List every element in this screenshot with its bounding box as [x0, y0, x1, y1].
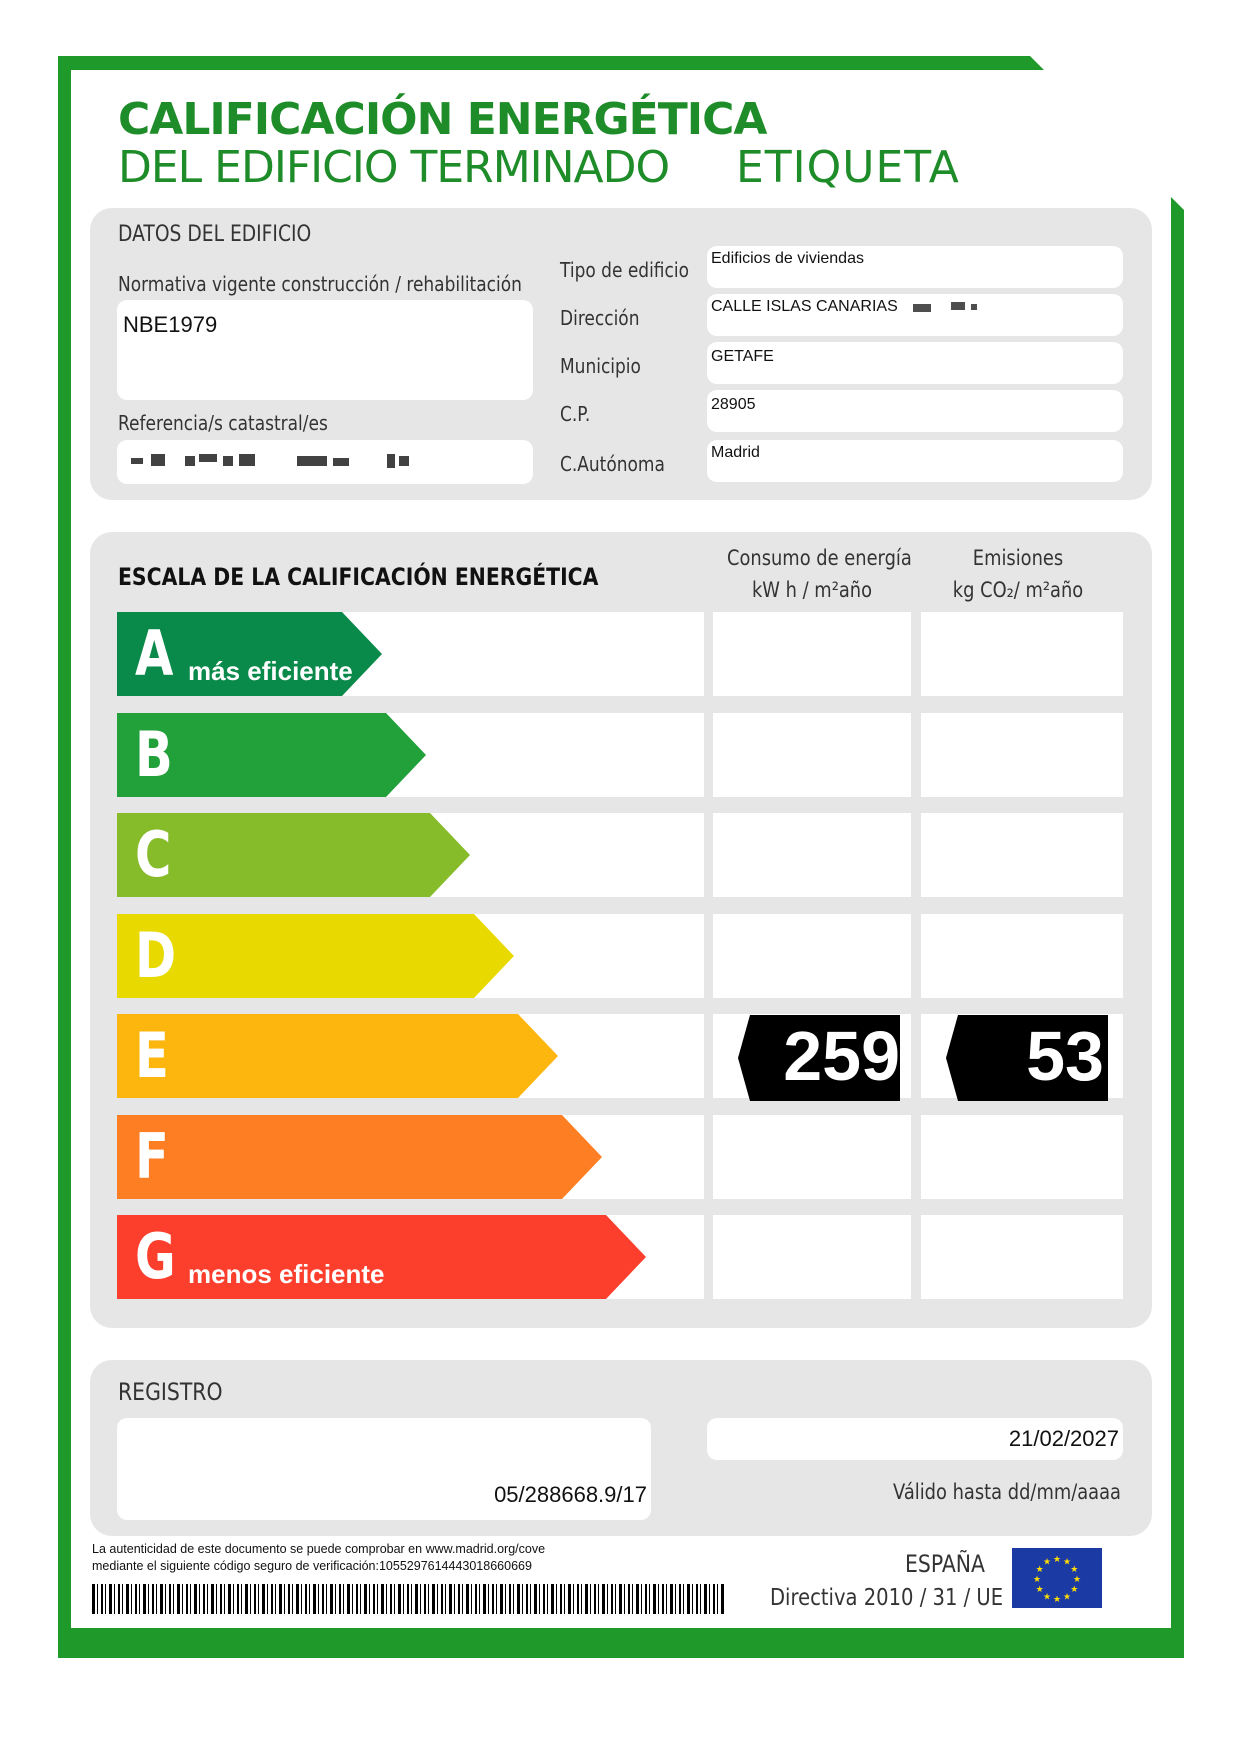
redacted-reference: [127, 448, 427, 478]
barcode: [92, 1584, 726, 1614]
rating-sub-g: menos eficiente: [188, 1259, 385, 1289]
verification-line1: La autenticidad de este documento se puede comprobar en www.madrid.org/cove: [92, 1542, 546, 1556]
tipo-field: [707, 246, 1123, 288]
rating-letter-c: C: [135, 818, 172, 891]
directiva-label: Directiva 2010 / 31 / UE: [770, 1585, 1004, 1611]
redacted-address: [911, 298, 1001, 318]
municipio-label: Municipio: [560, 354, 641, 378]
datos-title: DATOS DEL EDIFICIO: [118, 222, 312, 247]
rating-letter-a: A: [135, 617, 174, 690]
registro-numero: 05/288668.9/17: [494, 1482, 647, 1507]
municipio-value: GETAFE: [711, 348, 774, 365]
valido-hasta-label: Válido hasta dd/mm/aaaa: [893, 1480, 1121, 1504]
ccaa-field: [707, 440, 1123, 482]
consumo-header-2: kW h / m²año: [751, 578, 873, 602]
consumo-cell: [713, 813, 911, 897]
emisiones-cell: [921, 1115, 1123, 1199]
svg-text:★: ★: [1035, 1585, 1044, 1595]
svg-text:★: ★: [1032, 1575, 1042, 1585]
consumo-cell: [713, 914, 911, 998]
municipio-field: [707, 342, 1123, 384]
rating-letter-g: G: [135, 1220, 176, 1293]
cp-label: C.P.: [560, 402, 591, 426]
rating-arrow-f: [117, 1115, 602, 1199]
emisiones-header-1: Emisiones: [972, 546, 1064, 570]
verification-line2: mediante el siguiente código seguro de verificación:1055297614443018660669: [92, 1559, 532, 1573]
consumo-value: 259: [783, 1017, 900, 1095]
cp-field: [707, 390, 1123, 432]
svg-text:★: ★: [1070, 1585, 1079, 1595]
registro-fecha-field: [707, 1418, 1123, 1460]
consumo-header-1: Consumo de energía: [727, 546, 912, 570]
consumo-cell: [713, 713, 911, 797]
country-label: ESPAÑA: [905, 1550, 986, 1578]
referencia-label: Referencia/s catastral/es: [118, 411, 328, 435]
emisiones-cell: [921, 713, 1123, 797]
direccion-value: CALLE ISLAS CANARIAS: [711, 298, 898, 315]
registro-title: REGISTRO: [118, 1378, 223, 1406]
cp-value: 28905: [711, 396, 756, 413]
rating-letter-e: E: [135, 1019, 169, 1092]
normativa-value: NBE1979: [123, 312, 218, 337]
title-line1: CALIFICACIÓN ENERGÉTICA: [118, 94, 767, 145]
emisiones-cell: [921, 914, 1123, 998]
registro-numero-field: [117, 1418, 651, 1520]
emisiones-cell: [921, 813, 1123, 897]
ccaa-label: C.Autónoma: [560, 452, 665, 476]
etiqueta-label: ETIQUETA: [736, 142, 960, 193]
referencia-field: [117, 440, 533, 484]
normativa-label: Normativa vigente construcción / rehabilitación: [118, 272, 522, 296]
rating-sub-a: más eficiente: [188, 656, 353, 686]
rating-arrow-d: [117, 914, 514, 998]
corner-green-fold: [1030, 56, 1184, 210]
direccion-field: [707, 294, 1123, 336]
svg-text:★: ★: [1062, 1592, 1072, 1603]
registro-fecha: 21/02/2027: [1008, 1426, 1119, 1451]
svg-text:★: ★: [1070, 1565, 1079, 1575]
tipo-label: Tipo de edificio: [560, 258, 689, 282]
escala-title: ESCALA DE LA CALIFICACIÓN ENERGÉTICA: [118, 563, 599, 591]
ccaa-value: Madrid: [711, 444, 760, 461]
consumo-cell: [713, 1215, 911, 1299]
svg-text:★: ★: [1035, 1565, 1044, 1575]
direccion-label: Dirección: [560, 306, 640, 330]
rating-letter-b: B: [135, 718, 173, 791]
consumo-cell: [713, 1115, 911, 1199]
emisiones-header-2: kg CO₂/ m²año: [952, 578, 1084, 602]
emisiones-cell: [921, 612, 1123, 696]
emisiones-cell: [921, 1215, 1123, 1299]
emisiones-value: 53: [1026, 1017, 1104, 1095]
svg-text:★: ★: [1042, 1557, 1052, 1568]
svg-text:★: ★: [1042, 1592, 1052, 1603]
svg-text:★: ★: [1052, 1595, 1062, 1605]
eu-flag-icon: [1012, 1548, 1102, 1608]
consumo-cell: [713, 612, 911, 696]
title-line2: DEL EDIFICIO TERMINADO: [118, 142, 670, 193]
svg-text:★: ★: [1062, 1557, 1072, 1568]
rating-letter-d: D: [135, 919, 177, 992]
rating-arrow-e: [117, 1014, 558, 1098]
svg-text:★: ★: [1052, 1555, 1062, 1565]
tipo-value: Edificios de viviendas: [711, 250, 864, 267]
svg-text:★: ★: [1072, 1575, 1082, 1585]
rating-letter-f: F: [135, 1120, 169, 1193]
normativa-field: [117, 300, 533, 400]
